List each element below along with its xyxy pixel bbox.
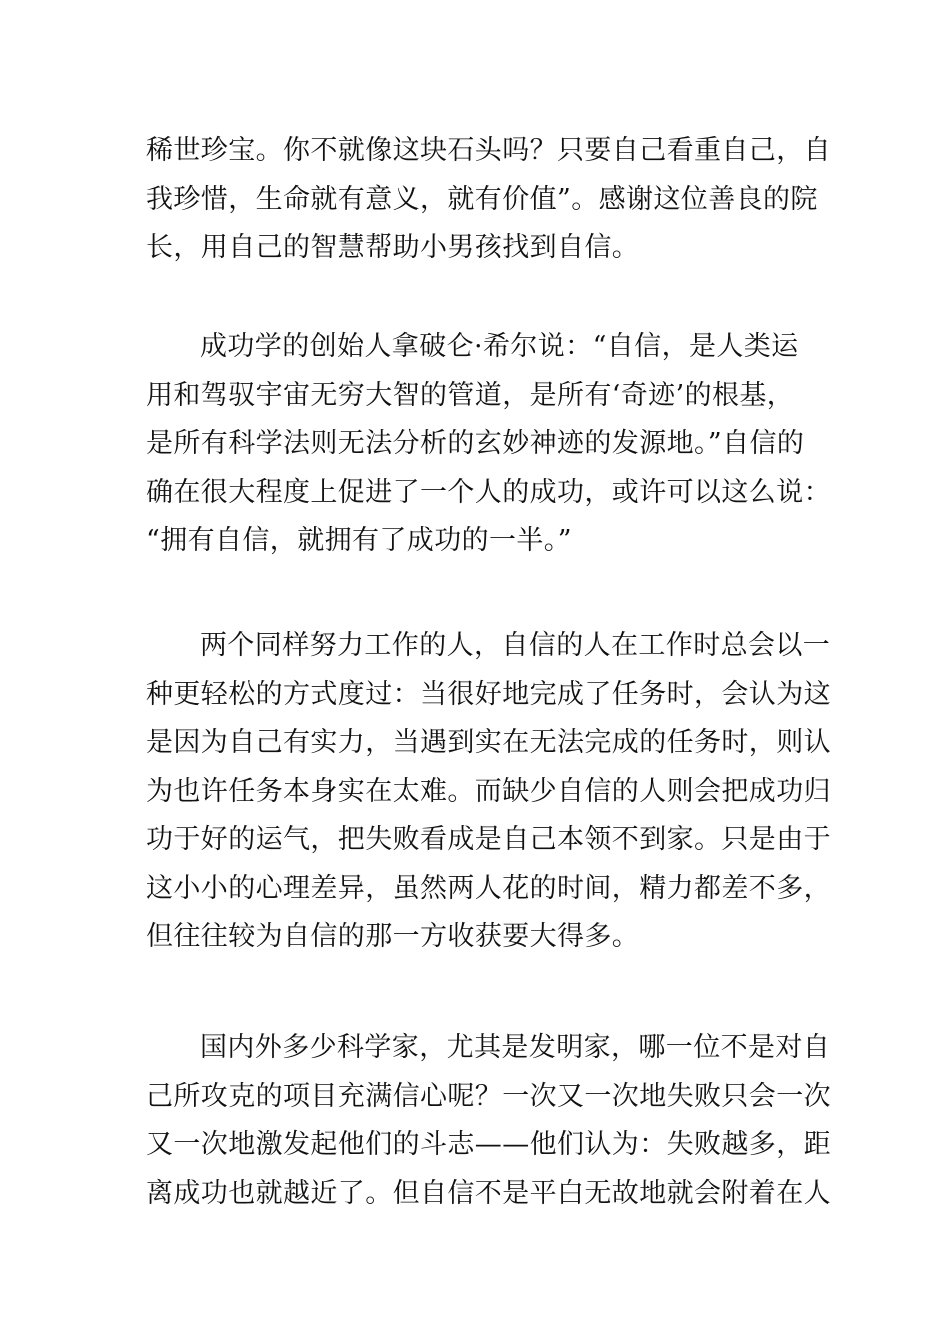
text-line: 己所攻克的项目充满信心呢？一次又一次地失败只会一次: [146, 1080, 831, 1112]
paragraph-3: [146, 622, 831, 962]
text-line: 用和驾驭宇宙无穷大智的管道，是所有‘奇迹’的根基，: [146, 379, 795, 411]
paragraph-1: [146, 127, 831, 273]
text-line: 国内外多少科学家，尤其是发明家，哪一位不是对自: [200, 1032, 831, 1063]
text-line: 稀世珍宝。你不就像这块石头吗？只要自己看重自己，自: [146, 135, 831, 166]
text-line: 种更轻松的方式度过：当很好地完成了任务时，会认为这: [146, 678, 831, 710]
paragraph-2: [146, 323, 831, 566]
text-line: 是所有科学法则无法分析的玄妙神迹的发源地。”自信的: [146, 428, 805, 459]
text-line: 功于好的运气，把失败看成是自己本领不到家。只是由于: [146, 824, 831, 855]
text-line: 这小小的心理差异，虽然两人花的时间，精力都差不多，: [146, 872, 831, 904]
text-line: “拥有自信，就拥有了成功的一半。”: [146, 525, 572, 556]
text-line: 但往往较为自信的那一方收获要大得多。: [146, 921, 640, 952]
text-line: 为也许任务本身实在太难。而缺少自信的人则会把成功归: [146, 775, 831, 807]
text-line: 两个同样努力工作的人，自信的人在工作时总会以一: [200, 630, 831, 661]
text-line: 成功学的创始人拿破仑·希尔说：“自信，是人类运: [200, 331, 799, 362]
text-line: 离成功也就越近了。但自信不是平白无故地就会附着在人: [146, 1177, 831, 1209]
text-line: 确在很大程度上促进了一个人的成功，或许可以这么说：: [146, 476, 831, 508]
text-line: 长，用自己的智慧帮助小男孩找到自信。: [146, 232, 640, 263]
text-line: 又一次地激发起他们的斗志——他们认为：失败越多，距: [146, 1129, 831, 1160]
text-line: 我珍惜，生命就有意义，就有价值”。感谢这位善良的院: [146, 183, 818, 215]
text-line: 是因为自己有实力，当遇到实在无法完成的任务时，则认: [146, 727, 831, 758]
paragraph-4: [146, 1024, 831, 1218]
